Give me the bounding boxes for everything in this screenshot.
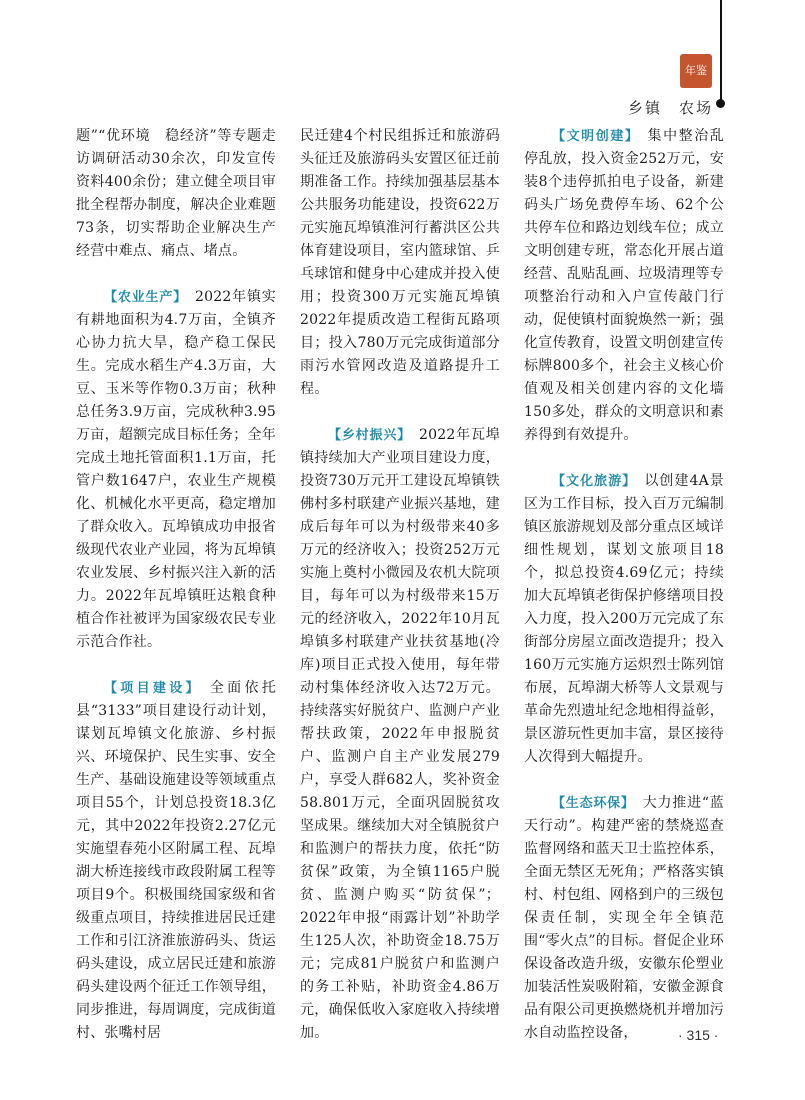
paragraph-culture-tourism bbox=[524, 470, 724, 769]
text-column-2 bbox=[300, 125, 500, 1045]
seal-text: 年鉴 bbox=[685, 64, 707, 77]
text-column-3 bbox=[524, 125, 724, 1045]
page-number: · 315 · bbox=[678, 1027, 719, 1043]
paragraph-ecology bbox=[524, 792, 724, 1045]
section-tag-agriculture: 【农业生产】 bbox=[104, 290, 188, 305]
paragraph-projects bbox=[76, 677, 276, 1045]
yearbook-seal-logo bbox=[680, 54, 712, 88]
paragraph-text: 以创建4A景区为工作目标，投入百万元编制镇区旅游规划及部分重点区域详细性规划，谋划文旅项目18个，拟总投资4.69亿元；持续加大瓦埠镇老街保护修缮项目投入力度，投入200万元完成了东街部分房屋立面改造提升；投入160万元实施方运炽烈士陈列馆布展，瓦埠湖大桥等人文景观与革命先烈遗址纪念地相得益彰，景区游玩性更加丰富，景区接待人次得到大幅提升。 bbox=[524, 473, 725, 765]
paragraph-agriculture bbox=[76, 286, 276, 654]
section-tag-ecology: 【生态环保】 bbox=[552, 796, 635, 811]
paragraph bbox=[300, 125, 500, 401]
paragraph-text: 民迁建4个村民组拆迁和旅游码头征迁及旅游码头安置区征迁前期准备工作。持续加强基层基本公共服务功能建设，投资622万元实施瓦埠镇淮河行蓄洪区公共体育建设项目，室内篮球馆、乒乓球馆和健身中心建成并投入使用；投资300万元实施瓦埠镇2022年提质改造工程街瓦路项目；投入780万元完成街道部分雨污水管网改造及道路提升工程。 bbox=[300, 128, 500, 397]
paragraph-text: 2022年瓦埠镇持续加大产业项目建设力度，投资730万元开工建设瓦埠镇铁佛村多村联建产业振兴基地，建成后每年可以为村级带来40多万元的经济收入；投资252万元实施上奠村小微园及农机大院项目，每年可以为村级带来15万元的经济收入，2022年10月瓦埠镇多村联建产业扶贫基地(冷库)项目正式投入使用，每年带动村集体经济收入达72万元。持续落实好脱贫户、监测户产业帮扶政策，2022年申报脱贫户、监测户自主产业发展279户，享受人群682人，奖补资金58.801万元，全面巩固脱贫攻坚成果。继续加大对全镇脱贫户和监测户的帮扶力度，依托“防贫保”政策，为全镇1165户脱贫、监测户购买“防贫保”；2022年申报“雨露计划”补助学生125人次，补助资金18.75万元；完成81户脱贫户和监测户的务工补贴，补助资金4.86万元，确保低收入家庭收入持续增加。 bbox=[300, 427, 500, 1041]
paragraph bbox=[76, 125, 276, 263]
paragraph-text: 2022年镇实有耕地面积为4.7万亩，全镇齐心协力抗大旱，稳产稳工保民生。完成水稻生产4.3万亩，大豆、玉米等作物0.3万亩；秋种总任务3.9万亩，完成秋种3.95万亩，超额完成目标任务；全年完成土地托管面积1.1万亩，托管户数1647户，农业生产规模化、机械化水平更高，稳定增加了群众收入。瓦埠镇成功申报省级现代农业产业园，将为瓦埠镇农业发展、乡村振兴注入新的活力。2022年瓦埠镇旺达粮食种植合作社被评为国家级农民专业示范合作社。 bbox=[76, 289, 276, 650]
header-rule bbox=[720, 0, 722, 104]
section-title: 乡镇 农场 bbox=[627, 99, 713, 117]
paragraph-text: 大力推进“蓝天行动”。构建严密的禁烧巡查监督网络和蓝天卫士监控体系，全面无禁区无死角；严格落实镇村、村包组、网格到户的三级包保责任制，实现全年全镇范围“零火点”的目标。督促企业环保设备改造升级，安徽东伦塑业加装活性炭吸附箱，安徽金源食品有限公司更换燃烧机并增加污水自动监控设备， bbox=[524, 795, 725, 1041]
header-rule-dot bbox=[716, 99, 725, 108]
paragraph-text: 集中整治乱停乱放，投入资金252万元，安装8个违停抓拍电子设备，新建码头广场免费停车场、62个公共停车位和路边划线车位；成立文明创建专班，常态化开展占道经营、乱贴乱画、垃圾清理等专项整治行动和入户宣传敲门行动，促使镇村面貌焕然一新；强化宣传教育，设置文明创建宣传标牌800多个，社会主义核心价值观及相关创建内容的文化墙150多处，群众的文明意识和素养得到有效提升。 bbox=[524, 128, 725, 443]
text-column-1 bbox=[76, 125, 276, 1045]
paragraph-text: 全面依托县“3133”项目建设行动计划，谋划瓦埠镇文化旅游、乡村振兴、环境保护、民生实事、安全生产、基础设施建设等领域重点项目55个，计划总投资18.3亿元，其中2022年投资2.27亿元实施望春苑小区附属工程、瓦埠湖大桥连接线市政段附属工程等项目9个。积极围绕国家级和省级重点项目，持续推进居民迁建工作和引江济淮旅游码头、货运码头建设，成立居民迁建和旅游码头建设两个征迁工作领导组，同步推进，每周调度，完成街道村、张嘴村居 bbox=[76, 680, 276, 1041]
section-tag-civilization: 【文明创建】 bbox=[552, 129, 640, 144]
paragraph-text: 题”“优环境 稳经济”等专题走访调研活动30余次，印发宣传资料400余份；建立健全项目审批全程帮办制度，解决企业难题73条，切实帮助企业解决生产经营中难点、痛点、堵点。 bbox=[76, 128, 276, 259]
paragraph-rural-revitalization bbox=[300, 424, 500, 1045]
section-tag-culture-tourism: 【文化旅游】 bbox=[552, 474, 637, 489]
section-tag-projects: 【项目建设】 bbox=[104, 681, 202, 696]
paragraph-civilization bbox=[524, 125, 724, 447]
section-tag-rural-revitalization: 【乡村振兴】 bbox=[328, 428, 412, 443]
